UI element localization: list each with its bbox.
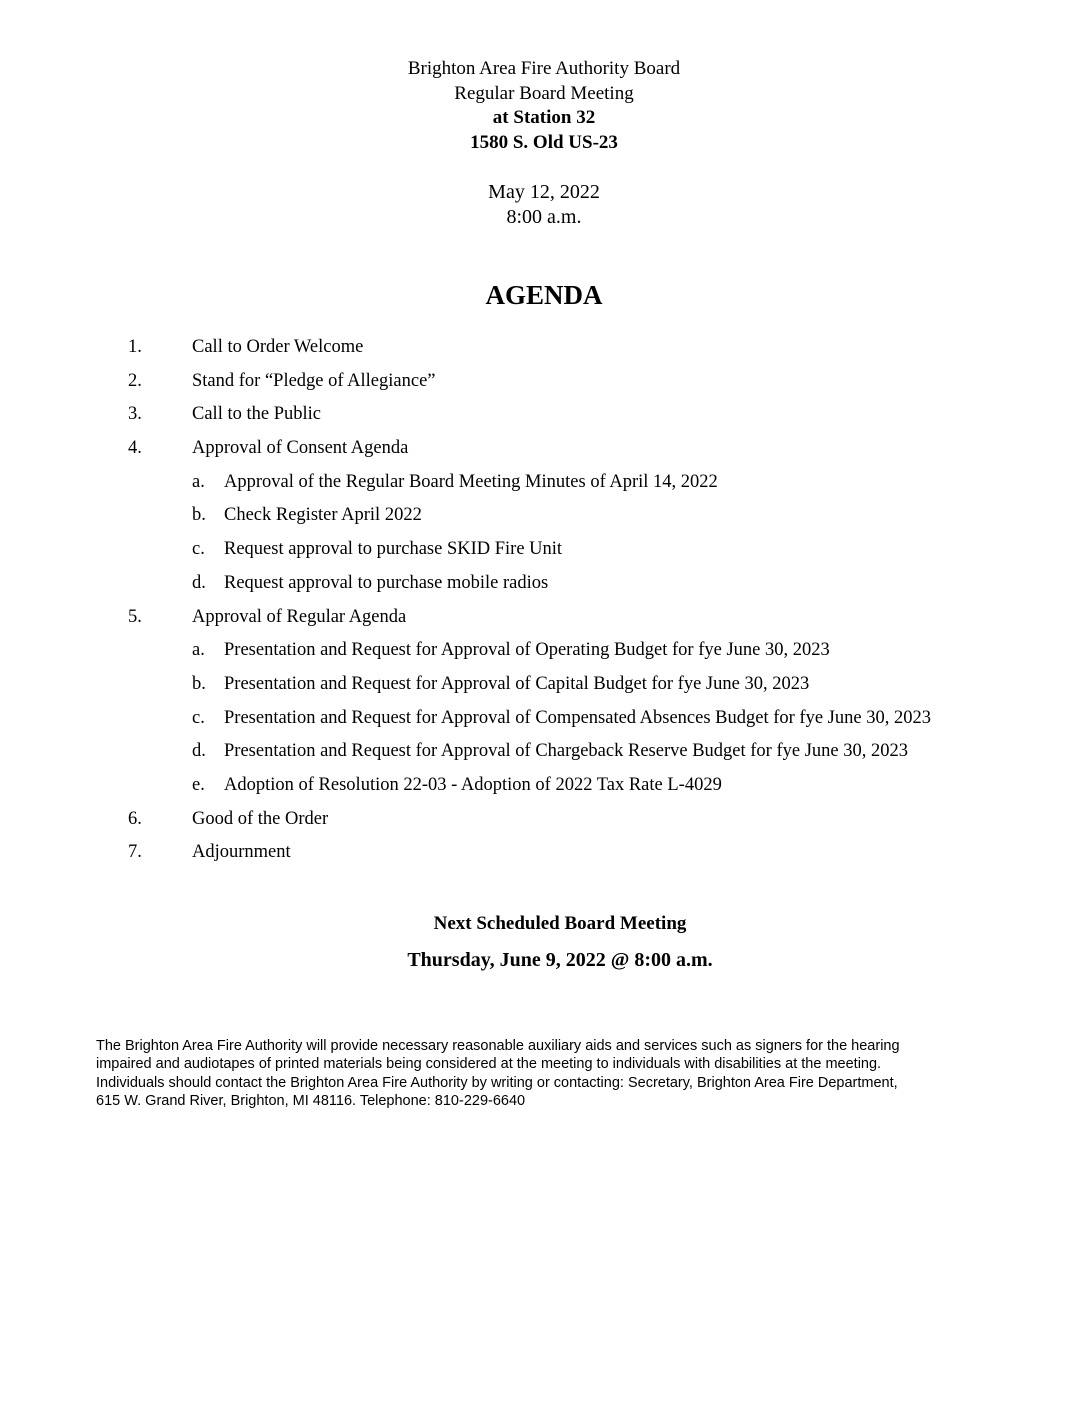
- agenda-subitem-letter: a.: [192, 471, 205, 492]
- agenda-subitem-text: Request approval to purchase SKID Fire Unit: [224, 539, 563, 560]
- agenda-item-number: 4.: [128, 438, 142, 459]
- agenda-item-text: Approval of Regular Agenda: [192, 606, 407, 627]
- agenda-item-text: Call to Order Welcome: [192, 337, 364, 357]
- organization-name: Brighton Area Fire Authority Board: [407, 58, 681, 79]
- agenda-subitem-letter: a.: [192, 640, 205, 661]
- agenda-subitem: [0, 569, 1088, 603]
- agenda-subitem-text: Presentation and Request for Approval of Capital Budget for fye June 30, 2023: [224, 673, 810, 694]
- agenda-item: [0, 838, 1088, 872]
- notice-line: 615 W. Grand River, Brighton, MI 48116. Telephone: 810-229-6640: [96, 1093, 526, 1110]
- agenda-item: [0, 400, 1088, 434]
- agenda-subitem: [0, 636, 1088, 670]
- accessibility-notice: [96, 1037, 996, 1111]
- agenda-subitem-letter: c.: [192, 539, 205, 560]
- agenda-item: [0, 333, 1088, 367]
- agenda-subitem-letter: b.: [192, 673, 206, 694]
- meeting-date: May 12, 2022: [488, 181, 600, 203]
- agenda-item-number: 5.: [128, 606, 142, 627]
- notice-line: impaired and audiotapes of printed materials being considered at the meeting to individuals with disabilities at the meeting.: [96, 1056, 882, 1073]
- agenda-subitem: [0, 704, 1088, 738]
- agenda-item: [0, 367, 1088, 401]
- agenda-item: [0, 603, 1088, 637]
- meeting-type: Regular Board Meeting: [454, 82, 634, 104]
- next-meeting-heading: Next Scheduled Board Meeting: [433, 913, 687, 934]
- agenda-subitem: [0, 468, 1088, 502]
- agenda-item-text: Good of the Order: [192, 808, 329, 829]
- agenda-list: [0, 333, 1088, 872]
- next-meeting-datetime: Thursday, June 9, 2022 @ 8:00 a.m.: [407, 949, 713, 971]
- agenda-title: AGENDA: [485, 280, 603, 310]
- agenda-subitem-letter: d.: [192, 741, 206, 762]
- agenda-subitem-text: Presentation and Request for Approval of Chargeback Reserve Budget for fye June 30, 2023: [224, 741, 908, 762]
- agenda-item-number: 2.: [128, 370, 142, 391]
- agenda-item-number: 7.: [128, 842, 142, 863]
- agenda-subitem-text: Presentation and Request for Approval of Compensated Absences Budget for fye June 30, 2023: [224, 707, 931, 728]
- agenda-item-number: 6.: [128, 808, 142, 829]
- agenda-item-number: 1.: [128, 337, 142, 357]
- meeting-address: 1580 S. Old US-23: [470, 131, 618, 153]
- agenda-subitem-text: Check Register April 2022: [224, 505, 422, 526]
- notice-line: Individuals should contact the Brighton Area Fire Authority by writing or contacting: Secretary, Brighton Area Fire Department,: [96, 1074, 898, 1091]
- notice-line: The Brighton Area Fire Authority will provide necessary reasonable auxiliary aids and services such as signers for the hearing: [96, 1038, 900, 1054]
- meeting-time: 8:00 a.m.: [506, 205, 582, 228]
- agenda-subitem-letter: c.: [192, 707, 205, 728]
- agenda-subitem-text: Presentation and Request for Approval of Operating Budget for fye June 30, 2023: [224, 640, 830, 661]
- agenda-item: [0, 805, 1088, 839]
- agenda-subitem: [0, 501, 1088, 535]
- agenda-subitem: [0, 737, 1088, 771]
- meeting-location: at Station 32: [492, 107, 596, 128]
- agenda-item-text: Approval of Consent Agenda: [192, 438, 409, 459]
- agenda-subitem: [0, 670, 1088, 704]
- agenda-subitem: [0, 535, 1088, 569]
- agenda-item: [0, 434, 1088, 468]
- agenda-item-number: 3.: [128, 404, 142, 425]
- next-meeting-block: [0, 910, 1088, 974]
- agenda-subitem-letter: d.: [192, 572, 206, 593]
- document-header: [0, 57, 1088, 155]
- agenda-subitem-letter: e.: [192, 774, 205, 795]
- meeting-date-time: [0, 180, 1088, 229]
- agenda-subitem-text: Approval of the Regular Board Meeting Minutes of April 14, 2022: [224, 471, 718, 492]
- agenda-subitem-text: Adoption of Resolution 22-03 - Adoption of 2022 Tax Rate L-4029: [224, 774, 722, 795]
- agenda-subitem: [0, 771, 1088, 805]
- agenda-subitem-letter: b.: [192, 505, 206, 526]
- agenda-subitem-text: Request approval to purchase mobile radios: [224, 572, 549, 593]
- agenda-item-text: Adjournment: [192, 842, 291, 863]
- agenda-item-text: Stand for “Pledge of Allegiance”: [192, 370, 436, 391]
- agenda-item-text: Call to the Public: [192, 404, 321, 425]
